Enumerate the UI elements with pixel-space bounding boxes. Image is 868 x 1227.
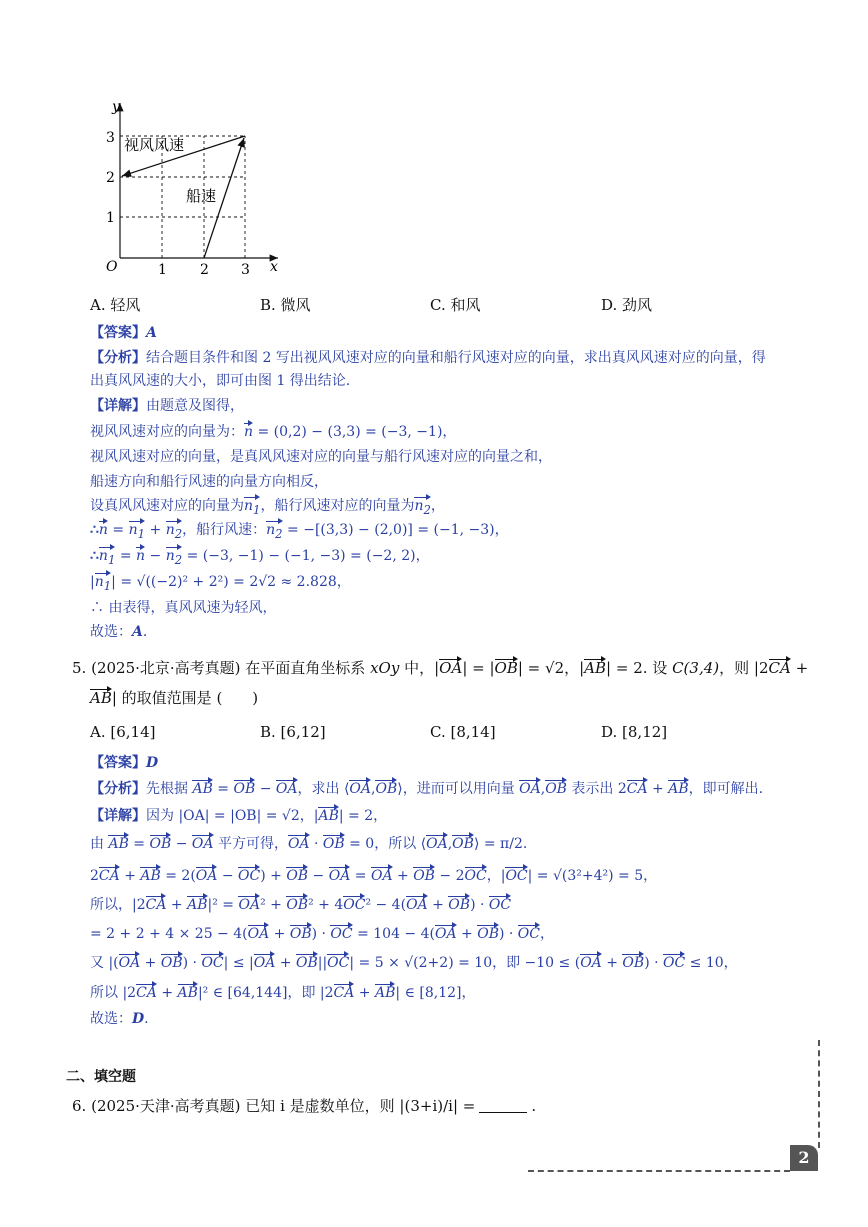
q5-stem-line2: AB| 的取值范围是 ( ) [90,689,259,707]
q5-choice-b: B. [6,12] [260,723,326,741]
page-border-bottom [528,1170,790,1172]
y-tick-2: 2 [106,170,115,186]
page-border-right [818,1040,820,1148]
y-axis-label: y [112,99,120,115]
q4-choice-c: C. 和风 [430,296,481,314]
q5-stem-line1: 5. (2025·北京·高考真题) 在平面直角坐标系 xOy 中，|OA| = |OB| = √2，|AB| = 2. 设 C(3,4)，则 |2CA + [72,659,809,677]
q5-answer: 【答案】D [90,755,159,771]
x-tick-3: 3 [241,262,250,278]
page-number: 2 [790,1145,818,1171]
q5-detail-2: 由 AB = OB − OA 平方可得，OA · OB = 0，所以 ⟨OA,OB⟩ = π/2. [90,836,528,852]
apparent-wind-label: 视风风速 [124,136,185,154]
q4-detail-intro: 【详解】由题意及图得， [90,398,244,414]
section-title-fill-blank: 二、填空题 [66,1069,136,1085]
q5-detail-7: 所以 |2CA + AB|² ∈ [64,144]，即 |2CA + AB| ∈ [8,12]， [90,985,476,1001]
q4-choice-d: D. 劲风 [601,296,653,314]
q4-conclusion: 故选：A. [90,624,148,640]
q4-choice-b: B. 微风 [260,296,311,314]
x-axis-label: x [270,259,278,275]
q4-detail-line-h: ∴ 由表得，真风风速为轻风， [90,600,277,616]
q4-detail-line-b: 视风风速对应的向量，是真风风速对应的向量与船行风速对应的向量之和， [90,449,552,465]
q4-detail-line-f: $\therefore n_1 = n - n_2 = (-3$, −1) − (−1, −3) = (−2, 2)， [90,546,430,570]
q4-detail-line-e: ∴n = $n_1 + n_2$，船行风速：$n_2 = -[(3,3) - (2,0)] = (-1$, −3)， [90,520,509,544]
q6-stem: 6. (2025·天津·高考真题) 已知 i 是虚数单位，则 |(3+i)/i| = . [72,1097,537,1115]
q4-detail-line-a: 视风风速对应的向量为：n = (0,2) − (3,3) = (−3, −1)， [90,424,457,440]
q5-conclusion: 故选：D. [90,1011,149,1027]
x-tick-2: 2 [200,262,209,278]
q4-detail-line-g: $|n_1| = √((-2)^2 + 2^2) = 2√2 \approx 2.828$， [90,572,351,596]
q5-detail-4: 所以，|2CA + AB|² = OA² + OB² + 4OC² − 4(OA + OB) · OC [90,897,512,913]
q4-detail-line-c: 船速方向和船行风速的向量方向相反， [90,474,328,490]
q5-analysis: 【分析】先根据 AB = OB − OA，求出 ⟨OA,OB⟩，进而可以用向量 OA,OB 表示出 2CA + AB，即可解出. [90,781,764,797]
q4-analysis-1: 【分析】结合题目条件和图 2 写出视风风速对应的向量和船行风速对应的向量，求出真风风速对应的向量，得 [90,350,766,366]
q4-detail-line-d: 设真风风速对应的向量为$n_1$，船行风速对应的向量为$n_2$， [90,496,445,520]
origin-label: O [106,259,118,275]
q5-detail-1: 【详解】因为 |OA| = |OB| = √2，|AB| = 2， [90,808,388,824]
q5-choice-d: D. [8,12] [601,723,668,741]
grid-lines [120,136,245,258]
q4-analysis-2: 出真风风速的大小，即可由图 1 得出结论. [90,373,351,389]
y-tick-3: 3 [106,130,115,146]
q5-detail-5: = 2 + 2 + 4 × 25 − 4(OA + OB) · OC = 104 − 4(OA + OB) · OC， [90,926,554,942]
q5-choice-c: C. [8,14] [430,723,496,741]
y-tick-1: 1 [106,210,115,226]
vector-figure [100,95,290,285]
q5-detail-3: 2CA + AB = 2(OA − OC) + OB − OA = OA + OB − 2OC，|OC| = √(3²+4²) = 5， [90,868,658,884]
q5-detail-6: 又 |(OA + OB) · OC| ≤ |OA + OB||OC| = 5 × √(2+2) = 10，即 −10 ≤ (OA + OB) · OC ≤ 10， [90,955,738,971]
q6-answer-blank[interactable] [479,1112,527,1113]
q5-choice-a: A. [6,14] [90,723,156,741]
q4-choice-a: A. 轻风 [90,296,141,314]
x-tick-1: 1 [158,262,167,278]
ship-speed-label: 船速 [186,187,217,205]
q4-answer: 【答案】A [90,325,157,341]
